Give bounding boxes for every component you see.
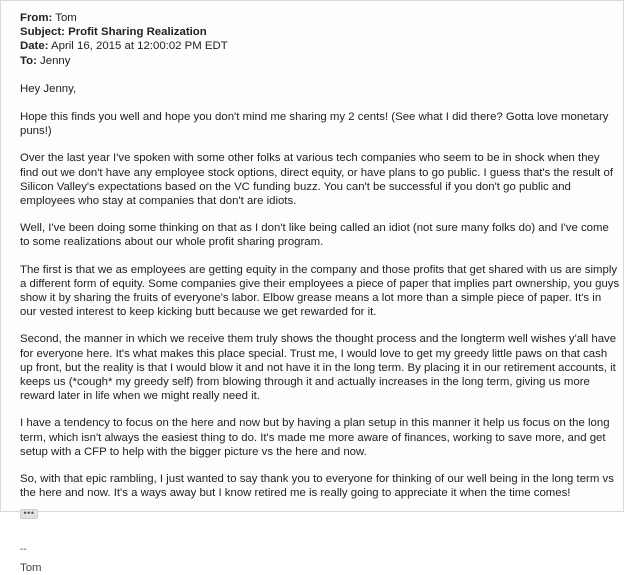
email-content	[20, 11, 620, 575]
signature-name: Tom	[20, 561, 42, 574]
body-paragraph: Hope this finds you well and hope you don't mind me sharing my 2 cents! (See what I did there? Gotta love monetary puns!)	[20, 111, 609, 138]
show-trimmed-content-button[interactable]: •••	[20, 509, 38, 519]
date-value: April 16, 2015 at 12:00:02 PM EDT	[51, 40, 228, 53]
date-label: Date:	[20, 40, 49, 53]
to-value[interactable]: Jenny	[40, 54, 71, 67]
body-paragraph: The first is that we as employees are getting equity in the company and those profits that get shared with us are simply a different form of equity. Some companies give their employees a piece of paper that implies part ownership, you guys show it by sharing the fruits of everyone's labor. Elbow grease means a lot more than a simple piece of paper. It's in our vested interest to keep kicking butt because we get rewarded for it.	[20, 263, 620, 319]
to-line	[20, 54, 620, 68]
to-label: To:	[20, 54, 37, 67]
from-line	[20, 11, 620, 25]
subject-label: Subject:	[20, 26, 65, 39]
from-label: From:	[20, 12, 53, 24]
date-line	[20, 39, 620, 53]
body-paragraph: Over the last year I've spoken with some other folks at various tech companies who seem to be in shock when they find out we don't have any employee stock options, direct equity, or have plans to go public. I guess that's the result of Silicon Valley's expectations based on the VC funding buzz. You can't be successful if you don't go public and employees who stay at companies that don't are idiots.	[20, 152, 614, 208]
body-paragraph: I have a tendency to focus on the here and now but by having a plan setup in this manner it help us focus on the long term, which isn't always the easiest thing to do. It's made me more aware of finances, working to save more, and get setup with a CFP to help with the bigger picture vs the here and now.	[20, 417, 610, 458]
body-paragraph: Well, I've been doing some thinking on that as I don't like being called an idiot (not sure many folks do) and I've come to some realizations about our whole profit sharing program.	[20, 222, 609, 249]
body-paragraph: Second, the manner in which we receive them truly shows the thought process and the longterm well wishes y'all have for everyone here. It's what makes this place special. Trust me, I would love to get my greedy little paws on that cash up front, but the reality is that I would blow it and not have it in the long term. By placing it in our retirement accounts, it keeps us (*cough* my greedy self) from blowing through it and actually increases in the long term, giving us more reward later in life when we might really need it.	[20, 333, 617, 403]
signature-separator: --	[20, 543, 27, 555]
body-paragraph: So, with that epic rambling, I just wanted to say thank you to everyone for thinking of our well being in the long term vs the here and now. It's a ways away but I know retired me is really going to appreciate it when the time comes!	[20, 473, 614, 500]
subject-line	[20, 25, 620, 39]
from-value[interactable]: Tom	[55, 12, 77, 24]
salutation: Hey Jenny,	[20, 82, 77, 95]
subject-value: Profit Sharing Realization	[68, 26, 207, 39]
